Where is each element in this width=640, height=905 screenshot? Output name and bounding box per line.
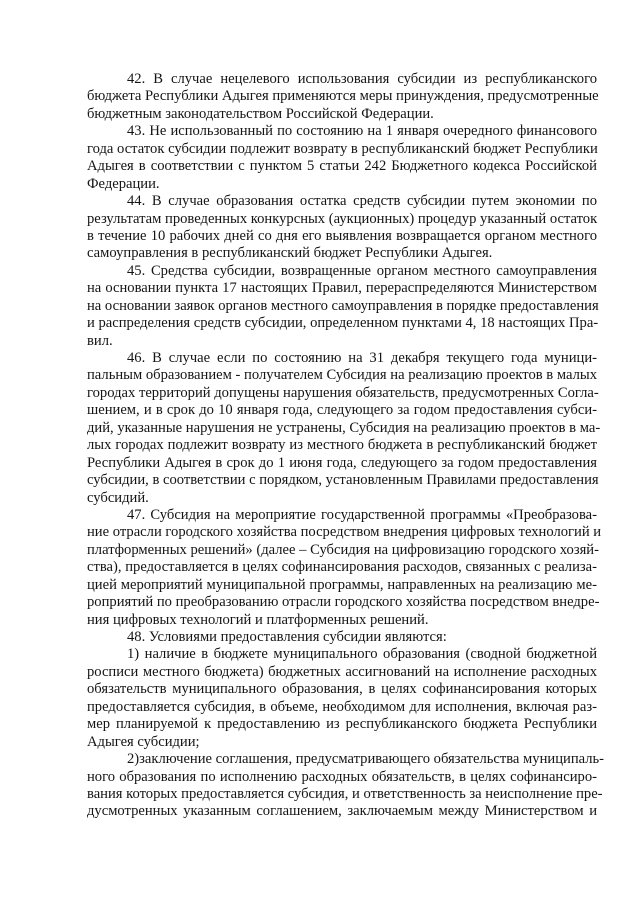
text-line: предоставляется субсидия, в объеме, необходимом для исполнения, включая раз-: [87, 698, 597, 715]
text-line: Федерации.: [87, 175, 160, 192]
text-line: лых городах подлежит возврату из местного бюджета в республиканский бюджет: [87, 437, 597, 454]
text-line: ние отрасли городского хозяйства посредством внедрения цифровых технологий и: [87, 524, 602, 541]
text-line: мер планируемой к предоставлению из республиканского бюджета Республики: [87, 716, 597, 733]
text-line: вания которых предоставляется субсидия, и ответственность за неисполнение пре-: [87, 785, 603, 802]
text-line: Адыгея субсидии;: [87, 733, 200, 750]
text-line: роприятий по преобразованию отрасли городского хозяйства посредством внедре-: [87, 594, 600, 611]
text-line: на основании заявок органов местного самоуправления в порядке предоставления: [87, 297, 599, 314]
text-line: ства), предоставляется в целях софинансирования расходов, связанных с реализа-: [87, 559, 597, 576]
text-line: 44. В случае образования остатка средств субсидии путем экономии по: [127, 193, 597, 210]
text-line: 48. Условиями предоставления субсидии являются:: [127, 629, 447, 645]
text-line: ния цифровых технологий и платформенных решений.: [87, 611, 429, 628]
text-line: пальным образованием - получателем Субсидия на реализацию проектов в малых: [87, 367, 597, 384]
text-line: 1) наличие в бюджете муниципального образования (сводной бюджетной: [127, 646, 597, 663]
text-line: шением, и в срок до 10 января года, следующего за годом предоставления субси-: [87, 402, 597, 419]
text-line: года остаток субсидии подлежит возврату в республиканский бюджет Республики: [87, 140, 598, 157]
text-line: в течение 10 рабочих дней со дня его выявления возвращается органом местного: [87, 227, 597, 244]
paragraph-p42: [87, 71, 597, 123]
text-line: 46. В случае если по состоянию на 31 декабря текущего года муници-: [127, 350, 597, 366]
text-line: платформенных решений» (далее – Субсидия на цифровизацию городского хозяй-: [87, 541, 599, 558]
paragraph-p45: [87, 263, 597, 350]
text-line: ного образования по исполнению расходных обязательств, в целях софинансиро-: [87, 768, 597, 785]
text-line: самоуправления в республиканский бюджет Республики Адыгея.: [87, 245, 493, 262]
text-line: субсидии, в соответствии с порядком, установленным Правилами предоставления: [87, 472, 599, 489]
text-line: городах территорий допущены нарушения обязательств, предусмотренных Согла-: [87, 384, 599, 401]
paragraph-p46: [87, 350, 601, 507]
text-line: Республики Адыгея в срок до 1 июня года, следующего за годом предоставления: [87, 454, 597, 471]
text-line: субсидий.: [87, 489, 149, 506]
text-line: на основании пункта 17 настоящих Правил, перераспределяются Министерством: [87, 280, 597, 297]
text-line: 42. В случае нецелевого использования субсидии из республиканского: [127, 71, 597, 87]
text-line: 47. Субсидия на мероприятие государственной программы «Преобразова-: [127, 506, 597, 523]
text-line: бюджета Республики Адыгея применяются меры принуждения, предусмотренные: [87, 88, 599, 105]
text-line: дусмотренных указанным соглашением, заключаемым между Министерством и: [87, 803, 597, 820]
text-line: результатам проведенных конкурсных (аукционных) процедур указанный остаток: [87, 210, 598, 227]
text-line: 45. Средства субсидии, возвращенные органом местного самоуправления: [127, 262, 597, 279]
document-body: [87, 71, 605, 821]
paragraph-p44: [87, 193, 597, 263]
text-line: дий, указанные нарушения не устранены, Субсидия на реализацию проектов в ма-: [87, 419, 601, 436]
text-line: обязательств муниципального образования, в целях софинансирования которых: [87, 681, 597, 698]
text-line: 43. Не использованный по состоянию на 1 января очередного финансового: [127, 123, 597, 140]
text-line: бюджетным законодательством Российской Федерации.: [87, 105, 434, 122]
text-line: вил.: [87, 332, 113, 349]
paragraph-p48-2: [87, 751, 605, 821]
text-line: цией мероприятий муниципальной программы, направленных на реализацию ме-: [87, 576, 597, 593]
text-line: росписи местного бюджета) бюджетных ассигнований на исполнение расходных: [87, 663, 597, 680]
text-line: и распределения средств субсидии, определенном пунктами 4, 18 настоящих Пра-: [87, 315, 599, 332]
paragraph-p48-1: [87, 646, 597, 751]
text-line: 2)заключение соглашения, предусматривающего обязательства муниципаль-: [127, 751, 605, 768]
paragraph-p47: [87, 506, 602, 629]
text-line: Адыгея в соответствии с пунктом 5 статьи 242 Бюджетного кодекса Российской: [87, 158, 597, 175]
paragraph-p43: [87, 123, 597, 193]
paragraph-p48: [87, 629, 597, 646]
